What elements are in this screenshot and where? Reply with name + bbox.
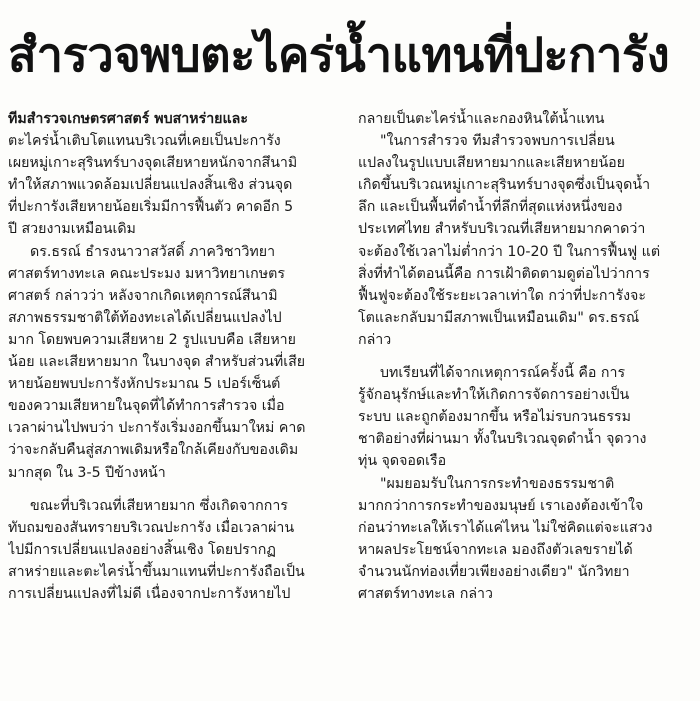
lead-line: ทีมสำรวจเกษตรศาสตร์ พบสาหร่ายและ (8, 111, 248, 127)
text-line: เผยหมู่เกาะสุรินทร์บางจุดเสียหายหนักจากสึนามิ (8, 155, 298, 172)
text-line: ดร.ธรณ์ ธำรงนาวาสวัสดิ์ ภาควิชาวิทยา (30, 243, 276, 260)
text-line: เกิดขึ้นบริเวณหมู่เกาะสุรินทร์บางจุดซึ่งเป็นจุดน้ำ (358, 177, 651, 194)
text-line: ปี สวยงามเหมือนเดิม (8, 221, 136, 238)
text-line: ทุ่น จุดจอดเรือ (358, 453, 447, 470)
paragraph-gap (8, 484, 342, 495)
text-line: รู้จักอนุรักษ์และทำให้เกิดการจัดการอย่างเป็น (358, 387, 630, 404)
text-line: สภาพธรรมชาติใต้ท้องทะเลได้เปลี่ยนแปลงไป (8, 309, 282, 326)
text-line: กลายเป็นตะไคร่น้ำและกองหินใต้น้ำแทน (358, 111, 605, 127)
text-line: จะต้องใช้เวลาไม่ต่ำกว่า 10-20 ปี ในการฟื้นฟู แต่ (358, 243, 661, 260)
right-column (358, 108, 692, 605)
text-line: ขณะที่บริเวณที่เสียหายมาก ซึ่งเกิดจากการ (30, 497, 288, 514)
left-column (8, 108, 342, 605)
text-line: ว่าจะกลับคืนสู่สภาพเดิมหรือใกล้เคียงกับของเดิม (8, 442, 299, 459)
text-line: ศาสตร์ กล่าวว่า หลังจากเกิดเหตุการณ์สึนามิ (8, 287, 278, 304)
text-line: "ผมยอมรับในการกระทำของธรรมชาติ (380, 475, 615, 492)
text-line: แปลงในรูปแบบเสียหายมากและเสียหายน้อย (358, 155, 625, 172)
text-line: ศาสตร์ทางทะเล คณะประมง มหาวิทยาเกษตร (8, 265, 285, 282)
text-line: การเปลี่ยนแปลงที่ไม่ดี เนื่องจากปะการังหายไป (8, 585, 291, 602)
text-line: บทเรียนที่ได้จากเหตุการณ์ครั้งนี้ คือ การ (380, 365, 626, 382)
text-line: ชาติอย่างที่ผ่านมา ทั้งในบริเวณจุดดำน้ำ จุดวาง (358, 431, 647, 448)
text-line: จำนวนนักท่องเที่ยวเพียงอย่างเดียว" นักวิทยา (358, 563, 630, 580)
text-line: น้อย และเสียหายมาก ในบางจุด สำหรับส่วนที่เสีย (8, 354, 306, 371)
text-line: สิ่งที่ทำได้ตอนนี้คือ การเฝ้าติดตามดูต่อไปว่าการ (358, 265, 650, 282)
text-line: ทับถมของสันทรายบริเวณปะการัง เมื่อเวลาผ่าน (8, 519, 295, 536)
text-line: หาผลประโยชน์จากทะเล มองถึงตัวเลขรายได้ (358, 541, 633, 558)
headline: สำรวจพบตะไคร่น้ำแทนที่ปะการัง (8, 28, 670, 83)
paragraph-gap (358, 351, 692, 362)
text-line: โตและกลับมามีสภาพเป็นเหมือนเดิม" ดร.ธรณ์ (358, 309, 640, 326)
text-line: "ในการสำรวจ ทีมสำรวจพบการเปลี่ยน (380, 133, 615, 150)
text-line: ฟื้นฟูจะต้องใช้ระยะเวลาเท่าใด กว่าที่ปะการังจะ (358, 287, 646, 304)
text-line: เวลาผ่านไปพบว่า ปะการังเริ่มงอกขึ้นมาใหม่ คาด (8, 420, 306, 437)
text-line: ก่อนว่าทะเลให้เราได้แค่ไหน ไม่ใช่คิดแต่จะแสวง (358, 519, 653, 536)
text-line: หายน้อยพบปะการังหักประมาณ 5 เปอร์เซ็นต์ (8, 376, 281, 393)
text-line: ประเทศไทย สำหรับบริเวณที่เสียหายมากคาดว่า (358, 221, 646, 238)
text-line: ของความเสียหายในจุดที่ได้ทำการสำรวจ เมื่อ (8, 398, 285, 415)
text-line: ศาสตร์ทางทะเล กล่าว (358, 585, 493, 602)
text-line: มากสุด ใน 3-5 ปีข้างหน้า (8, 464, 166, 481)
text-line: กล่าว (358, 331, 392, 348)
text-line: สาหร่ายและตะไคร่น้ำขึ้นมาแทนที่ปะการังถือเป็น (8, 563, 305, 580)
text-line: ลึก และเป็นพื้นที่ดำน้ำที่ลึกที่สุดแห่งหนึ่งของ (358, 199, 623, 216)
text-line: ไปมีการเปลี่ยนแปลงอย่างสิ้นเชิง โดยปรากฏ (8, 541, 276, 558)
text-line: มาก โดยพบความเสียหาย 2 รูปแบบคือ เสียหาย (8, 331, 296, 348)
text-line: ระบบ และถูกต้องมากขึ้น หรือไม่รบกวนธรรม (358, 409, 631, 426)
text-line: มากกว่าการกระทำของมนุษย์ เราเองต้องเข้าใจ (358, 497, 644, 514)
text-line: ทำให้สภาพแวดล้อมเปลี่ยนแปลงสิ้นเชิง ส่วนจุด (8, 177, 293, 194)
text-line: ตะไคร่น้ำเติบโตแทนบริเวณที่เคยเป็นปะการัง (8, 133, 281, 150)
text-line: ที่ปะการังเสียหายน้อยเริ่มมีการฟื้นตัว คาดอีก 5 (8, 199, 294, 216)
